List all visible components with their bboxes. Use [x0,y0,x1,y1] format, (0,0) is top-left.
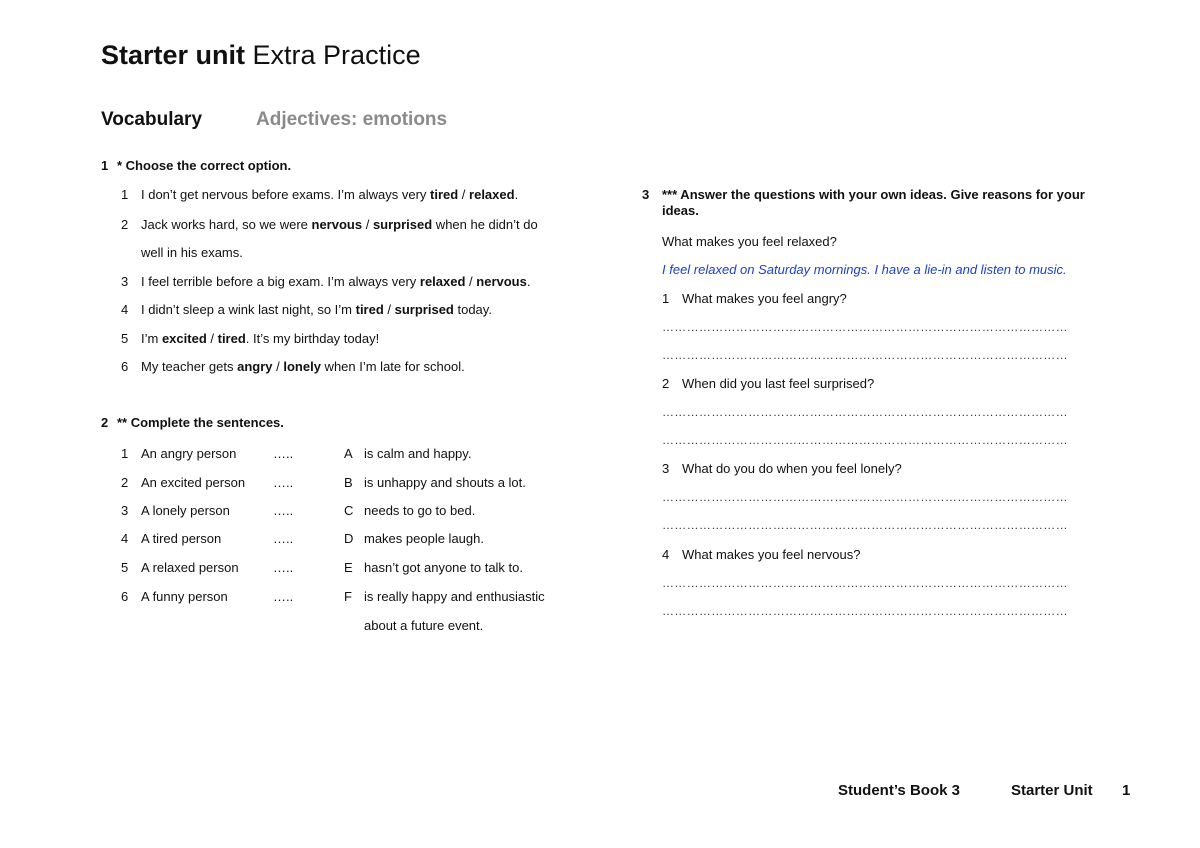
option-separator: / [465,274,477,289]
option-2: lonely [283,359,321,374]
option-1: tired [430,187,459,202]
item-text-start: Jack works hard, so we were [141,217,312,232]
item-text [141,245,243,260]
section-label: Vocabulary [101,109,203,130]
item-text-end: . [526,274,531,289]
item-text-start: I feel terrible before a big exam. I’m always very [141,274,420,289]
footer-book: Student’s Book 3 [838,782,960,799]
ending-text: needs to go to bed. [364,503,476,518]
option-1: nervous [311,217,363,232]
answer-blank: ….. [273,446,294,461]
answer-line: ……………………………………………………………………………………… [662,348,1068,362]
option-separator: / [272,359,284,374]
item-text [141,274,530,289]
option-1: angry [237,359,273,374]
item-number: 1 [121,187,129,202]
item-number: 2 [121,475,129,490]
item-text: A relaxed person [141,560,239,575]
option-separator: / [458,187,470,202]
item-text-end: today. [453,302,492,317]
item-text [141,217,538,232]
item-text [141,331,379,346]
ending-letter: D [344,531,354,546]
ending-letter: C [344,503,354,518]
item-number: 6 [121,589,129,604]
answer-line: ……………………………………………………………………………………… [662,576,1068,590]
item-number: 1 [121,446,129,461]
answer-blank: ….. [273,475,294,490]
item-text-end: when he didn’t do [432,217,538,232]
ending-text: hasn’t got anyone to talk to. [364,560,523,575]
option-2: surprised [372,217,433,232]
page-title: Starter unit Extra Practice [101,40,421,70]
answer-line: ……………………………………………………………………………………… [662,604,1068,618]
exercise-3-heading: 3 *** Answer the questions with your own ideas. Give reasons for your [642,187,1085,202]
item-text-start: I didn’t sleep a wink last night, so I’m [141,302,356,317]
item-text [141,302,492,317]
option-separator: / [383,302,395,317]
option-1: relaxed [419,274,466,289]
ending-text: makes people laugh. [364,531,484,546]
ending-letter: E [344,560,353,575]
item-text-end: when I’m late for school. [320,359,465,374]
question-number: 1 [662,291,670,306]
item-text-start: I don’t get nervous before exams. I’m always very [141,187,431,202]
option-2: nervous [476,274,527,289]
answer-line: ……………………………………………………………………………………… [662,490,1068,504]
item-number: 5 [121,331,129,346]
answer-line: ……………………………………………………………………………………… [662,320,1068,334]
section-topic: Adjectives: emotions [256,109,448,130]
ending-letter: F [344,589,352,604]
answer-line: ……………………………………………………………………………………… [662,405,1068,419]
ending-letter: A [344,446,353,461]
exercise-3-heading-cont: ideas. [662,203,699,218]
item-number: 4 [121,531,129,546]
item-text-end: . [514,187,519,202]
item-text-end: . It’s my birthday today! [245,331,380,346]
option-1: excited [161,331,207,346]
option-2: tired [217,331,246,346]
question-number: 3 [662,461,670,476]
answer-blank: ….. [273,503,294,518]
footer-unit: Starter Unit [1011,782,1093,799]
ending-letter: B [344,475,353,490]
example-answer: I feel relaxed on Saturday mornings. I have a lie-in and listen to music. [662,262,1067,277]
exercise-1-heading: 1 * Choose the correct option. [101,158,292,173]
question-text: When did you last feel surprised? [682,376,875,391]
exercise-2-heading: 2 ** Complete the sentences. [101,415,284,430]
item-number: 2 [121,217,129,232]
question-number: 2 [662,376,670,391]
item-number: 3 [121,274,129,289]
answer-blank: ….. [273,531,294,546]
question-text: What makes you feel angry? [682,291,847,306]
answer-line: ……………………………………………………………………………………… [662,518,1068,532]
answer-blank: ….. [273,589,294,604]
item-text: A funny person [141,589,228,604]
question-text: What makes you feel nervous? [682,547,861,562]
ending-text: about a future event. [364,618,484,633]
item-text-start: well in his exams. [141,245,243,260]
option-1: tired [355,302,384,317]
item-text [141,359,465,374]
option-2: relaxed [469,187,515,202]
option-2: surprised [394,302,454,317]
item-number: 5 [121,560,129,575]
ending-text: is unhappy and shouts a lot. [364,475,526,490]
item-text: An angry person [141,446,237,461]
footer-page-number: 1 [1122,782,1131,799]
item-text: A tired person [141,531,222,546]
answer-line: ……………………………………………………………………………………… [662,433,1068,447]
item-text-start: My teacher gets [141,359,238,374]
item-text [141,187,518,202]
example-question: What makes you feel relaxed? [662,234,837,249]
question-number: 4 [662,547,670,562]
option-separator: / [206,331,218,346]
item-text: An excited person [141,475,246,490]
answer-blank: ….. [273,560,294,575]
item-number: 4 [121,302,129,317]
question-text: What do you do when you feel lonely? [682,461,902,476]
item-number: 3 [121,503,129,518]
item-text-start: I’m [141,331,162,346]
option-separator: / [362,217,373,232]
item-number: 6 [121,359,129,374]
ending-text: is really happy and enthusiastic [364,589,545,604]
item-text: A lonely person [141,503,230,518]
ending-text: is calm and happy. [364,446,472,461]
